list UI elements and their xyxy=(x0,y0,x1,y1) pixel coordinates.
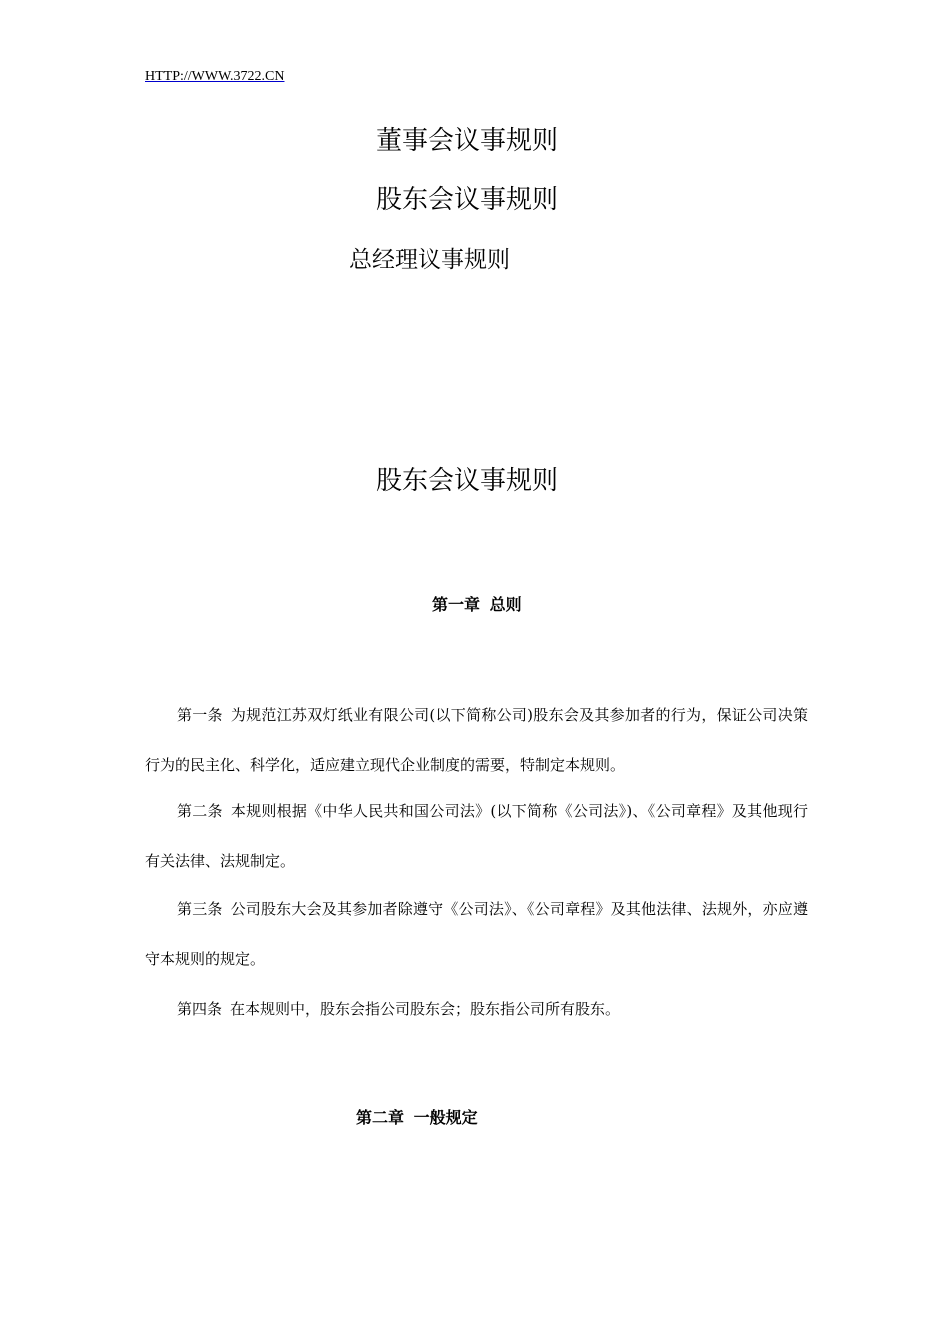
article-3 xyxy=(145,884,808,984)
chapter-heading-1: 第一章 总则 xyxy=(432,595,522,614)
article-1 xyxy=(145,690,808,790)
article-label: 第三条 xyxy=(177,900,223,918)
article-text: 本规则根据《中华人民共和国公司法》(以下简称《公司法》)、《公司章程》及其他现行有关法律、法规制定。 xyxy=(145,802,808,870)
article-label: 第四条 xyxy=(177,1000,223,1018)
article-label: 第一条 xyxy=(177,706,223,724)
cover-title-shareholder-rules: 股东会议事规则 xyxy=(376,185,559,215)
cover-title-board-rules: 董事会议事规则 xyxy=(376,126,559,156)
article-text: 在本规则中，股东会指公司股东会；股东指公司所有股东。 xyxy=(230,1000,621,1018)
cover-title-gm-rules: 总经理议事规则 xyxy=(349,247,510,273)
header-url-link[interactable]: HTTP://WWW.3722.CN xyxy=(145,69,285,84)
article-2 xyxy=(145,786,808,886)
chapter-heading-2: 第二章 一般规定 xyxy=(356,1108,478,1127)
article-label: 第二条 xyxy=(177,802,223,820)
article-text: 为规范江苏双灯纸业有限公司(以下简称公司)股东会及其参加者的行为，保证公司决策行为的民主化、科学化，适应建立现代企业制度的需要，特制定本规则。 xyxy=(145,706,808,774)
article-4 xyxy=(145,984,808,1034)
article-text: 公司股东大会及其参加者除遵守《公司法》、《公司章程》及其他法律、法规外，亦应遵守本规则的规定。 xyxy=(145,900,808,968)
document-title: 股东会议事规则 xyxy=(376,466,559,496)
